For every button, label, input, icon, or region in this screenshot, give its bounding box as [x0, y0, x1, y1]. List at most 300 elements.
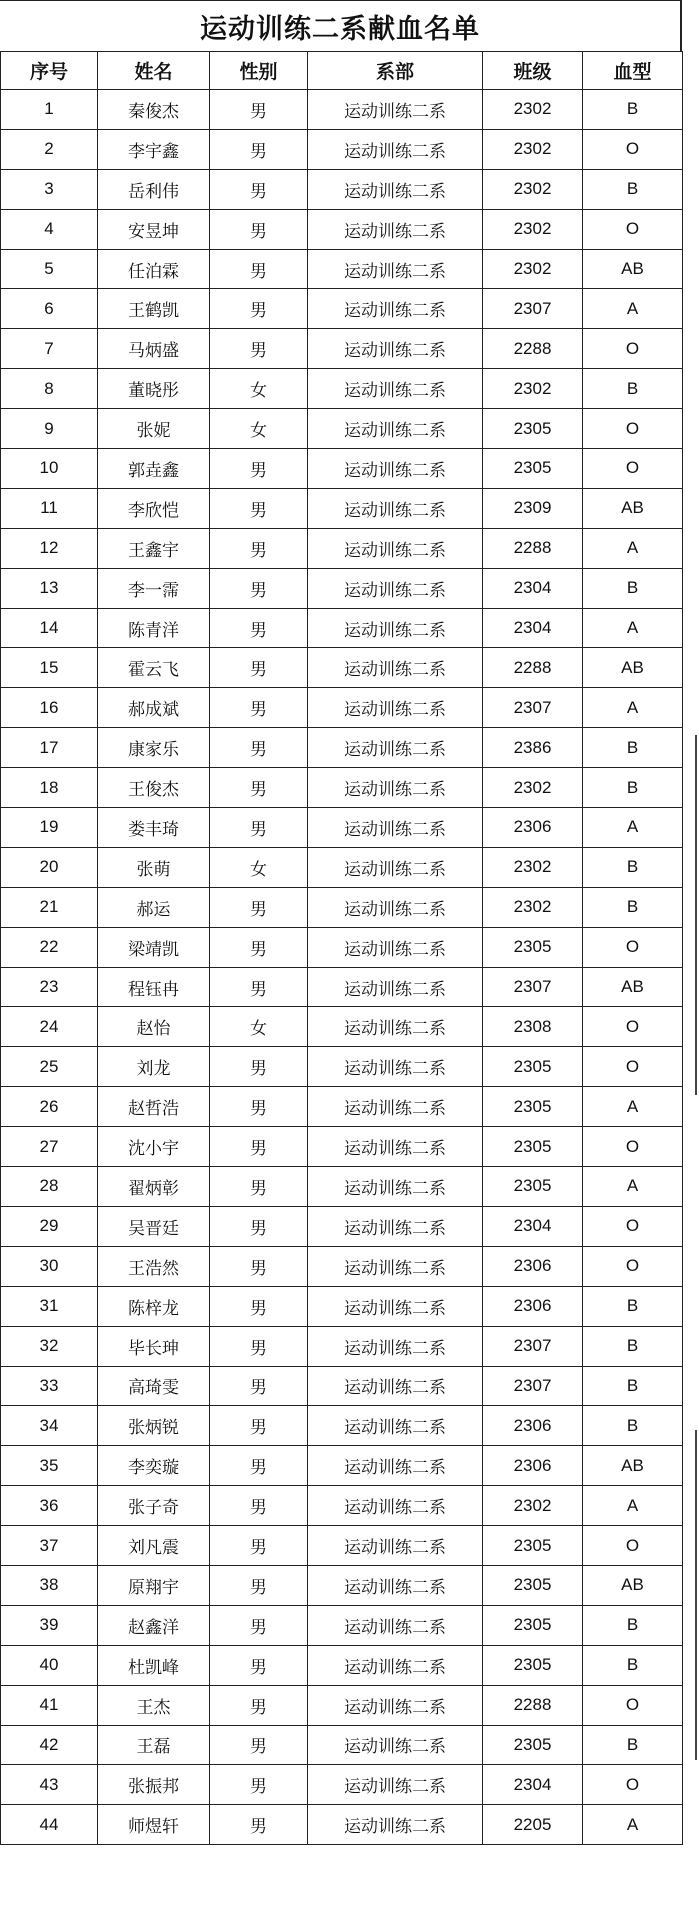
cell-class: 2302	[483, 847, 583, 887]
cell-name: 张子奇	[98, 1486, 210, 1526]
cell-department: 运动训练二系	[308, 1246, 483, 1286]
cell-blood-type: A	[583, 289, 683, 329]
cell-class: 2205	[483, 1805, 583, 1845]
cell-class: 2305	[483, 1645, 583, 1685]
cell-index: 13	[1, 568, 98, 608]
cell-blood-type: B	[583, 169, 683, 209]
sheet-title: 运动训练二系献血名单	[0, 0, 682, 51]
cell-department: 运动训练二系	[308, 887, 483, 927]
header-row	[1, 52, 683, 90]
cell-blood-type: B	[583, 847, 683, 887]
cell-department: 运动训练二系	[308, 329, 483, 369]
cell-gender: 女	[210, 409, 308, 449]
cell-blood-type: A	[583, 608, 683, 648]
cell-gender: 男	[210, 808, 308, 848]
cell-blood-type: O	[583, 129, 683, 169]
cell-department: 运动训练二系	[308, 488, 483, 528]
cell-gender: 男	[210, 1167, 308, 1207]
cell-class: 2302	[483, 369, 583, 409]
table-row	[1, 1326, 683, 1366]
cell-class: 2305	[483, 927, 583, 967]
cell-index: 11	[1, 488, 98, 528]
cell-class: 2306	[483, 1246, 583, 1286]
table-row	[1, 648, 683, 688]
cell-department: 运动训练二系	[308, 688, 483, 728]
table-row	[1, 1725, 683, 1765]
cell-gender: 男	[210, 568, 308, 608]
cell-index: 43	[1, 1765, 98, 1805]
cell-index: 3	[1, 169, 98, 209]
cell-name: 岳利伟	[98, 169, 210, 209]
cell-index: 33	[1, 1366, 98, 1406]
cell-department: 运动训练二系	[308, 967, 483, 1007]
cell-department: 运动训练二系	[308, 1486, 483, 1526]
header-name: 姓名	[98, 52, 210, 90]
cell-index: 1	[1, 90, 98, 130]
cell-gender: 男	[210, 1645, 308, 1685]
cell-gender: 男	[210, 1725, 308, 1765]
cell-department: 运动训练二系	[308, 728, 483, 768]
cell-blood-type: AB	[583, 967, 683, 1007]
cell-index: 29	[1, 1206, 98, 1246]
cell-name: 张炳锐	[98, 1406, 210, 1446]
cell-department: 运动训练二系	[308, 1087, 483, 1127]
table-row	[1, 1087, 683, 1127]
cell-class: 2309	[483, 488, 583, 528]
cell-gender: 男	[210, 129, 308, 169]
cell-department: 运动训练二系	[308, 1805, 483, 1845]
header-gender: 性别	[210, 52, 308, 90]
cell-blood-type: AB	[583, 1565, 683, 1605]
cell-class: 2302	[483, 887, 583, 927]
cell-name: 马炳盛	[98, 329, 210, 369]
cell-blood-type: B	[583, 369, 683, 409]
cell-gender: 男	[210, 1526, 308, 1566]
cell-class: 2305	[483, 449, 583, 489]
cell-class: 2307	[483, 967, 583, 1007]
cell-name: 赵鑫洋	[98, 1605, 210, 1645]
cell-name: 陈青洋	[98, 608, 210, 648]
cell-name: 王鹤凯	[98, 289, 210, 329]
cell-class: 2305	[483, 1047, 583, 1087]
cell-index: 24	[1, 1007, 98, 1047]
cell-class: 2288	[483, 329, 583, 369]
cell-department: 运动训练二系	[308, 1526, 483, 1566]
table-row	[1, 1007, 683, 1047]
cell-name: 赵哲浩	[98, 1087, 210, 1127]
cell-gender: 男	[210, 1406, 308, 1446]
cell-department: 运动训练二系	[308, 808, 483, 848]
cell-class: 2386	[483, 728, 583, 768]
cell-name: 赵怡	[98, 1007, 210, 1047]
table-row	[1, 488, 683, 528]
cell-blood-type: B	[583, 768, 683, 808]
table-row	[1, 847, 683, 887]
cell-index: 30	[1, 1246, 98, 1286]
cell-gender: 男	[210, 1286, 308, 1326]
edge-divider	[695, 735, 697, 1095]
cell-blood-type: B	[583, 1406, 683, 1446]
cell-gender: 男	[210, 249, 308, 289]
cell-blood-type: B	[583, 568, 683, 608]
cell-blood-type: O	[583, 1047, 683, 1087]
table-row	[1, 1206, 683, 1246]
cell-blood-type: B	[583, 1645, 683, 1685]
cell-name: 娄丰琦	[98, 808, 210, 848]
cell-department: 运动训练二系	[308, 249, 483, 289]
cell-class: 2306	[483, 1446, 583, 1486]
cell-department: 运动训练二系	[308, 528, 483, 568]
header-department: 系部	[308, 52, 483, 90]
cell-index: 9	[1, 409, 98, 449]
table-row	[1, 249, 683, 289]
cell-class: 2307	[483, 1366, 583, 1406]
cell-blood-type: A	[583, 808, 683, 848]
cell-department: 运动训练二系	[308, 1167, 483, 1207]
cell-blood-type: AB	[583, 1446, 683, 1486]
cell-name: 师煜轩	[98, 1805, 210, 1845]
cell-index: 21	[1, 887, 98, 927]
cell-gender: 男	[210, 1246, 308, 1286]
cell-class: 2302	[483, 768, 583, 808]
cell-index: 42	[1, 1725, 98, 1765]
cell-name: 李宇鑫	[98, 129, 210, 169]
cell-class: 2306	[483, 1406, 583, 1446]
cell-index: 32	[1, 1326, 98, 1366]
cell-class: 2306	[483, 1286, 583, 1326]
cell-gender: 男	[210, 1446, 308, 1486]
cell-name: 杜凯峰	[98, 1645, 210, 1685]
cell-name: 张妮	[98, 409, 210, 449]
cell-class: 2305	[483, 1087, 583, 1127]
cell-gender: 男	[210, 169, 308, 209]
cell-class: 2302	[483, 209, 583, 249]
cell-name: 毕长珅	[98, 1326, 210, 1366]
table-row	[1, 1246, 683, 1286]
cell-department: 运动训练二系	[308, 1446, 483, 1486]
cell-name: 任泊霖	[98, 249, 210, 289]
cell-department: 运动训练二系	[308, 90, 483, 130]
cell-department: 运动训练二系	[308, 409, 483, 449]
cell-blood-type: A	[583, 1486, 683, 1526]
cell-name: 霍云飞	[98, 648, 210, 688]
header-index: 序号	[1, 52, 98, 90]
cell-department: 运动训练二系	[308, 129, 483, 169]
cell-department: 运动训练二系	[308, 568, 483, 608]
table-row	[1, 1805, 683, 1845]
cell-blood-type: AB	[583, 488, 683, 528]
cell-class: 2302	[483, 169, 583, 209]
cell-name: 翟炳彰	[98, 1167, 210, 1207]
table-row	[1, 1685, 683, 1725]
cell-index: 44	[1, 1805, 98, 1845]
cell-name: 董晓彤	[98, 369, 210, 409]
cell-index: 22	[1, 927, 98, 967]
cell-name: 原翔宇	[98, 1565, 210, 1605]
cell-blood-type: O	[583, 1206, 683, 1246]
cell-index: 18	[1, 768, 98, 808]
cell-index: 23	[1, 967, 98, 1007]
cell-department: 运动训练二系	[308, 608, 483, 648]
cell-class: 2306	[483, 808, 583, 848]
cell-name: 安昱坤	[98, 209, 210, 249]
table-row	[1, 728, 683, 768]
edge-divider	[695, 1430, 697, 1760]
cell-gender: 男	[210, 1605, 308, 1645]
table-row	[1, 967, 683, 1007]
cell-index: 37	[1, 1526, 98, 1566]
cell-department: 运动训练二系	[308, 1685, 483, 1725]
table-row	[1, 887, 683, 927]
cell-index: 41	[1, 1685, 98, 1725]
cell-name: 李奕璇	[98, 1446, 210, 1486]
cell-name: 秦俊杰	[98, 90, 210, 130]
cell-blood-type: O	[583, 1127, 683, 1167]
cell-department: 运动训练二系	[308, 1286, 483, 1326]
cell-gender: 男	[210, 528, 308, 568]
cell-name: 刘龙	[98, 1047, 210, 1087]
cell-gender: 男	[210, 289, 308, 329]
table-row	[1, 568, 683, 608]
cell-class: 2305	[483, 1526, 583, 1566]
cell-name: 王浩然	[98, 1246, 210, 1286]
cell-index: 28	[1, 1167, 98, 1207]
cell-gender: 女	[210, 1007, 308, 1047]
cell-gender: 女	[210, 847, 308, 887]
cell-index: 6	[1, 289, 98, 329]
table-row	[1, 528, 683, 568]
table-row	[1, 808, 683, 848]
cell-index: 8	[1, 369, 98, 409]
cell-gender: 男	[210, 1486, 308, 1526]
cell-class: 2305	[483, 1127, 583, 1167]
cell-gender: 男	[210, 329, 308, 369]
cell-class: 2288	[483, 528, 583, 568]
cell-name: 王磊	[98, 1725, 210, 1765]
cell-blood-type: AB	[583, 249, 683, 289]
table-row	[1, 369, 683, 409]
cell-gender: 男	[210, 1087, 308, 1127]
cell-gender: 男	[210, 1765, 308, 1805]
cell-class: 2304	[483, 568, 583, 608]
cell-gender: 男	[210, 728, 308, 768]
cell-gender: 男	[210, 1565, 308, 1605]
cell-blood-type: A	[583, 1805, 683, 1845]
cell-department: 运动训练二系	[308, 768, 483, 808]
cell-department: 运动训练二系	[308, 1645, 483, 1685]
cell-department: 运动训练二系	[308, 1565, 483, 1605]
table-row	[1, 688, 683, 728]
cell-class: 2305	[483, 409, 583, 449]
cell-blood-type: A	[583, 528, 683, 568]
cell-index: 7	[1, 329, 98, 369]
cell-blood-type: B	[583, 1605, 683, 1645]
cell-index: 4	[1, 209, 98, 249]
cell-blood-type: O	[583, 409, 683, 449]
cell-index: 5	[1, 249, 98, 289]
cell-index: 35	[1, 1446, 98, 1486]
table-row	[1, 329, 683, 369]
cell-blood-type: B	[583, 728, 683, 768]
cell-name: 郭垚鑫	[98, 449, 210, 489]
table-row	[1, 768, 683, 808]
cell-department: 运动训练二系	[308, 1725, 483, 1765]
cell-index: 20	[1, 847, 98, 887]
cell-department: 运动训练二系	[308, 648, 483, 688]
cell-department: 运动训练二系	[308, 847, 483, 887]
cell-index: 16	[1, 688, 98, 728]
cell-class: 2305	[483, 1565, 583, 1605]
cell-index: 26	[1, 1087, 98, 1127]
cell-index: 12	[1, 528, 98, 568]
cell-name: 沈小宇	[98, 1127, 210, 1167]
cell-class: 2305	[483, 1605, 583, 1645]
cell-name: 陈梓龙	[98, 1286, 210, 1326]
cell-department: 运动训练二系	[308, 1366, 483, 1406]
table-row	[1, 169, 683, 209]
cell-gender: 男	[210, 1326, 308, 1366]
cell-blood-type: O	[583, 1765, 683, 1805]
cell-name: 梁靖凯	[98, 927, 210, 967]
cell-class: 2304	[483, 608, 583, 648]
cell-gender: 男	[210, 887, 308, 927]
cell-gender: 女	[210, 369, 308, 409]
cell-department: 运动训练二系	[308, 449, 483, 489]
cell-department: 运动训练二系	[308, 1007, 483, 1047]
cell-blood-type: B	[583, 90, 683, 130]
table-row	[1, 1286, 683, 1326]
cell-class: 2302	[483, 90, 583, 130]
cell-index: 10	[1, 449, 98, 489]
table-row	[1, 927, 683, 967]
cell-department: 运动训练二系	[308, 927, 483, 967]
cell-name: 程钰冉	[98, 967, 210, 1007]
cell-index: 40	[1, 1645, 98, 1685]
cell-blood-type: A	[583, 1087, 683, 1127]
cell-blood-type: A	[583, 688, 683, 728]
cell-index: 17	[1, 728, 98, 768]
cell-name: 张振邦	[98, 1765, 210, 1805]
cell-department: 运动训练二系	[308, 169, 483, 209]
cell-department: 运动训练二系	[308, 289, 483, 329]
cell-department: 运动训练二系	[308, 1765, 483, 1805]
cell-class: 2305	[483, 1725, 583, 1765]
cell-department: 运动训练二系	[308, 1326, 483, 1366]
table-row	[1, 1406, 683, 1446]
cell-department: 运动训练二系	[308, 369, 483, 409]
cell-index: 38	[1, 1565, 98, 1605]
cell-name: 王鑫宇	[98, 528, 210, 568]
table-row	[1, 1765, 683, 1805]
cell-class: 2307	[483, 1326, 583, 1366]
table-row	[1, 209, 683, 249]
cell-class: 2288	[483, 1685, 583, 1725]
table-row	[1, 90, 683, 130]
cell-name: 刘凡震	[98, 1526, 210, 1566]
cell-blood-type: B	[583, 1286, 683, 1326]
cell-class: 2302	[483, 129, 583, 169]
cell-blood-type: O	[583, 209, 683, 249]
table-row	[1, 1645, 683, 1685]
cell-department: 运动训练二系	[308, 1206, 483, 1246]
cell-gender: 男	[210, 1685, 308, 1725]
cell-class: 2304	[483, 1765, 583, 1805]
table-row	[1, 1366, 683, 1406]
cell-class: 2308	[483, 1007, 583, 1047]
cell-blood-type: B	[583, 1725, 683, 1765]
cell-index: 14	[1, 608, 98, 648]
cell-gender: 男	[210, 1127, 308, 1167]
cell-name: 吴晋廷	[98, 1206, 210, 1246]
cell-name: 高琦雯	[98, 1366, 210, 1406]
cell-gender: 男	[210, 967, 308, 1007]
cell-index: 27	[1, 1127, 98, 1167]
cell-gender: 男	[210, 688, 308, 728]
cell-blood-type: B	[583, 1326, 683, 1366]
cell-name: 李欣恺	[98, 488, 210, 528]
cell-name: 王杰	[98, 1685, 210, 1725]
cell-gender: 男	[210, 449, 308, 489]
table-row	[1, 1047, 683, 1087]
cell-index: 15	[1, 648, 98, 688]
cell-index: 19	[1, 808, 98, 848]
cell-class: 2302	[483, 249, 583, 289]
cell-blood-type: A	[583, 1167, 683, 1207]
cell-department: 运动训练二系	[308, 1406, 483, 1446]
cell-gender: 男	[210, 90, 308, 130]
cell-blood-type: O	[583, 1685, 683, 1725]
header-blood-type: 血型	[583, 52, 683, 90]
cell-department: 运动训练二系	[308, 1605, 483, 1645]
table-row	[1, 449, 683, 489]
table-row	[1, 1446, 683, 1486]
cell-gender: 男	[210, 1206, 308, 1246]
table-row	[1, 1565, 683, 1605]
cell-gender: 男	[210, 1047, 308, 1087]
cell-gender: 男	[210, 648, 308, 688]
cell-blood-type: O	[583, 927, 683, 967]
cell-name: 郝运	[98, 887, 210, 927]
cell-department: 运动训练二系	[308, 209, 483, 249]
cell-index: 2	[1, 129, 98, 169]
cell-index: 34	[1, 1406, 98, 1446]
table-row	[1, 129, 683, 169]
cell-department: 运动训练二系	[308, 1127, 483, 1167]
cell-index: 36	[1, 1486, 98, 1526]
cell-blood-type: AB	[583, 648, 683, 688]
cell-blood-type: O	[583, 449, 683, 489]
cell-name: 张萌	[98, 847, 210, 887]
cell-blood-type: O	[583, 1246, 683, 1286]
table-row	[1, 1526, 683, 1566]
cell-index: 31	[1, 1286, 98, 1326]
cell-blood-type: O	[583, 1526, 683, 1566]
cell-class: 2307	[483, 289, 583, 329]
cell-department: 运动训练二系	[308, 1047, 483, 1087]
donor-table	[0, 51, 683, 1845]
table-row	[1, 608, 683, 648]
cell-gender: 男	[210, 927, 308, 967]
table-row	[1, 1605, 683, 1645]
cell-index: 25	[1, 1047, 98, 1087]
cell-gender: 男	[210, 488, 308, 528]
cell-blood-type: O	[583, 1007, 683, 1047]
cell-index: 39	[1, 1605, 98, 1645]
cell-name: 郝成斌	[98, 688, 210, 728]
cell-blood-type: B	[583, 1366, 683, 1406]
cell-gender: 男	[210, 1366, 308, 1406]
cell-blood-type: B	[583, 887, 683, 927]
